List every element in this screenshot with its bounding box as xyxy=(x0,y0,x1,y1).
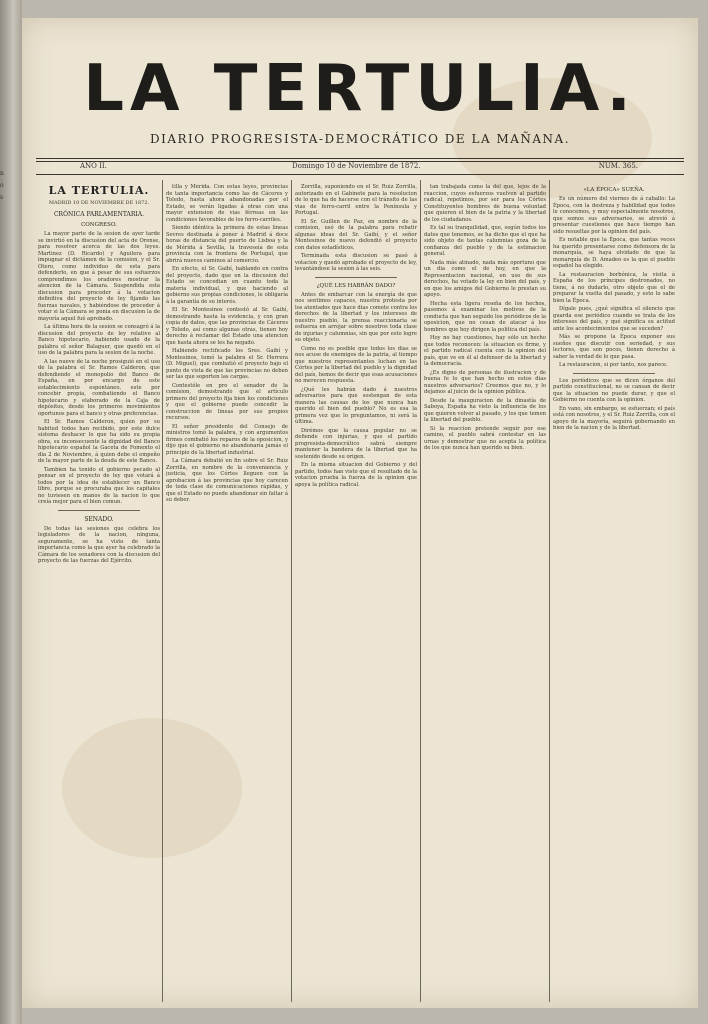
masthead-subtitle: DIARIO PROGRESISTA-DEMOCRÁTICO DE LA MAÑANA. xyxy=(149,132,571,146)
article-paragraph: La restauracion, si por tanto, nos parece. xyxy=(559,362,668,368)
article-paragraph: Contestóle en pro el senador de la comision, demostrando que el artículo primero del proyecto fija bien los condiciones y que el gobierno puede concedir la construccion de lineas por sus propios recursos. xyxy=(166,382,288,421)
article-paragraph: Es notable que la Época, que tantas veces ha querido presentarse como defensora de la monarquía, se haya olvidado de que la monarquía de D. Amadeo es la que el pueblo español ha elegido. xyxy=(553,237,675,269)
issue-year: AÑO II. xyxy=(80,162,107,170)
article-paragraph: Desde la inauguracion de la dinastía de Saboya, España ha visto la influencia de los que quieren volver al pasado, y los que temen la libertad del pueblo. xyxy=(424,397,546,423)
article-paragraph: Zorrilla, suponiendo en el Sr. Ruiz Zorrilla, autorizado en el Gabinete para la resolucion de lo que ha de hacerse con el tránsito de las vias de ferro-carril entre la Península y Portugal. xyxy=(295,184,417,216)
article-paragraph: En vano, sin embargo, se esfuerzan; el país está con nosotros, y el Sr. Ruiz Zorrilla, con el apoyo de la mayoría, seguirá gobernando en bien de la nacion y de la libertad. xyxy=(553,405,675,431)
article-paragraph: Tambien ha tenido el gobierno pecado al pensar en el proyecto de ley que votará á todos por la idea de establecer un Banco libre, porque se procuraba que los capitales no tuviesen en manos de la nacion lo que creía mejor para el bien comun. xyxy=(38,466,160,505)
article-paragraph: Es tal su tranquilidad, que, según todos los datos que tenemos, se ha dicho que el que ha sido objeto de tantas calumnias goza de la confianza del pueblo y de la estimacion general. xyxy=(424,225,546,257)
article-paragraph: Hoy no hay cuestiones, hay sólo un hecho que todos reconocen: la situacion es firme, y el partido radical cuenta con la opinion del país, que ve en él al defensor de la libertad y la democracia. xyxy=(424,335,546,367)
column-5 xyxy=(553,184,675,1002)
article-paragraph: Si la reaccion pretende seguir por ese camino, el pueblo sabrá contestar en las urnas y demostrar que no acepta la política de los que nunca han querido su bien. xyxy=(424,425,546,451)
article-paragraph: Los periódicos que se dicen órganos del partido constitucional, no se cansan de decir que la situacion no puede durar, y que el Gobierno no cuenta con la opinion. xyxy=(553,377,675,403)
section-heading: CRÓNICA PARLAMENTARIA. xyxy=(53,211,145,218)
column-2 xyxy=(166,184,288,1002)
article-paragraph: Terminada esta discusion se pasó á votacion y quedó aprobado el proyecto de ley, levantándose la sesion á las seis. xyxy=(295,253,417,272)
issue-date: Domingo 10 de Noviembre de 1872. xyxy=(292,162,421,170)
article-paragraph: tan trabajada como la del que, lejos de la reaccion, cuyos esfuerzos vuelven al partido radical, repetimos, por ser para los Córtes Constituyentes hombres de buena voluntad que quieren el bien de la patria y la libertad de los ciudadanos. xyxy=(424,184,546,223)
article-paragraph: La mayor parte de la sesion de ayer tarde se invirtió en la discusion del acta de Orense, para resolver acerca de las dos leyes. Martinez (D. Ricardo) y Aguilera para impugnar el dictámen de la comision, y el Sr. Otero, como individuo de esta para defenderlo, en que á pesar de sus esfuerzos comprendimos los oradores mostrar la atencion de la Cámara. Suspendida esta discusion para proceder á la votacion definitiva del proyecto de ley fijando las fuerzas navales, y habiéndose de proceder á votar si la Cámara se ponia en discusion la de mayoría aquel fué aprobado. xyxy=(38,231,160,322)
column-separator xyxy=(420,180,421,1002)
section-divider xyxy=(315,277,397,278)
article-paragraph: El Sr. Guillen de Paz, en nombre de la comision, usó de la palabra para rebatir algunas ideas del Sr. Gaibí, y el señor Montesinos de nuevo defendió el proyecto con datos estadísticos. xyxy=(295,218,417,251)
article-paragraph: El señor presidente del Consejo de ministros tomó la palabra, y con argumentos firmes combatió los reparos de la oposicion, y dijo que el gobierno no abandonaría jamás el principio de la libertad industrial. xyxy=(166,423,288,456)
article-paragraph: Como no es posible que todos los dias se nos acuse de enemigos de la patria, al tiempo que nuestros representantes luchan en las Córtes por la libertad del pueblo y la dignidad del país, hemos de decir que esas acusaciones no merecen respuesta. xyxy=(295,345,417,384)
subheading: CONGRESO. xyxy=(81,222,117,228)
article-paragraph: Dirémos que la causa popular no se defiende con injurias, y que el partido progresista-democrático sabrá siempre mantener la bandera de la libertad que ha sostenido desde su origen. xyxy=(295,427,417,460)
article-paragraph: A las nueve de la noche prosiguió en el uso de la palabra el Sr. Ramos Calderon, que defendiendo el monopolio del Banco de España, en por encargo de este establecimiento espontáneo, este por concebir propia, combatiendo el Banco hipotecario y elaborado de la Caja de depósitos, desde los primeros movimientos oportunos para el banco y otras preferencias. xyxy=(38,358,160,417)
column-separator xyxy=(291,180,292,1002)
article-paragraph: El Sr. Montesinos contestó al Sr. Gaibí, demostrando hasta la evidencia, y con gran copia de datos, que las provincias de Cáceres y Toledo, así como algunas otras, tienen hoy derecho á reclamar del Estado una atencion que hasta ahora se les ha negado. xyxy=(166,307,288,346)
column-3 xyxy=(295,184,417,1002)
article-paragraph: Hecha esta ligera reseña de los hechos, pasemos á examinar los motivos de la conducta que han seguido los periódicos de la oposicion, que no cesan de atacar á los hombres que hoy dirigen la política del país. xyxy=(424,300,546,333)
article-paragraph: Antes de embarcar con la energía de que nos sentimos capaces, nuestra protesta por los atentados que hace dias comete contra los derechos de la libertad y los intereses de nuestro pueblo, la prensa reaccionaria se esfuerza en arrojar sobre nosotros toda clase de injurias y calumnias, sin que por esto logre su objeto. xyxy=(295,291,417,343)
article-paragraph: Nada más atinado, nada más oportuno que un dia como el de hoy, en que la Representacion nacional, en uso de sus derechos, ha votado la ley en bien del país, y en que los amigos del Gobierno le prestan su apoyo. xyxy=(424,259,546,298)
column-1 xyxy=(38,184,160,1002)
header-rule xyxy=(36,158,684,159)
subheading: «LA ÉPOCA» SUEÑA. xyxy=(583,187,645,193)
column-title: LA TERTULIA. xyxy=(48,184,150,197)
article-paragraph: Habiendo rectificado los Sres. Gaibí y Montesinos, tomó la palabra el Sr. Herrera (D. Miguel), que combatió el proyecto bajo el punto de vista de que las provincias no deben ser las que soporten las cargas. xyxy=(166,348,288,380)
article-paragraph: El Sr. Ramos Calderon, quien por su habitud todos han recibido, por este dulce sistema deshacer lo que ha sido su propia obra, su inconsecuente la dignidad del Banco hipotecario español la Gaceta de Fomento el dia 2 de Noviembre, á quien debe el empeño de la mayor parte de la deuda de este Banco. xyxy=(38,419,160,464)
article-paragraph: Más se propone la Época exponer sus sueños que discutir con seriedad, y sus lectores, que son pocos, tienen derecho á saber la verdad de lo que pasa. xyxy=(553,334,675,360)
section-divider xyxy=(573,373,655,374)
article-paragraph: Es un número del viernes de á caballo: La Época, con la destreza y habilidad que todos le conocemos, y muy especialmente nosotros, que somos sus adversarios, se atrevió á presentar cuestiones que hace tiempo han sido resueltas por la opinion del país. xyxy=(553,196,675,235)
adjacent-page-edge: n o s xyxy=(0,0,22,1024)
article-paragraph: De todas las sesiones que celebra los legisladores de la nacion, ninguna, seguramente, se ha visto de tanta importancia como la que ayer ha celebrado la Cámara de los senadores con la discusion del proyecto de las fuerzas del Ejército. xyxy=(38,525,160,564)
article-paragraph: En la misma situacion del Gobierno y del partido, todos han visto que el resultado de la votacion prueba la fuerza de la opinion que apoya la política radical. xyxy=(295,462,417,488)
article-paragraph: La última hora de la sesion se consagró á la discusion del proyecto de ley relativo al Banco hipotecario, habiendo usado de la palabra el señor Balaguer, que quedó en el uso de la palabra para la sesion de la noche. xyxy=(38,324,160,356)
subheading: ¿QUÉ LES HABRÁN DADO? xyxy=(316,282,396,289)
column-4 xyxy=(424,184,546,1002)
article-paragraph: ¿Es digno de personas de ilustracion y de buena fe lo que han hecho en estos dias nuestros adversarios? Creemos que no, y lo dejamos al juicio de la opinion pública. xyxy=(424,369,546,395)
header-rule xyxy=(36,174,684,175)
issue-number: NÚM. 365. xyxy=(598,162,638,170)
article-paragraph: tilla y Mérida. Con estas leyes, provincias de tanta importancia como las de Cáceres y Toledo, hasta ahora abandonadas por el Estado, se verán ligadas á otras con una mayor extension de vias férreas en las condiciones favorables de los ferro-carriles. xyxy=(166,184,288,223)
column-dateline: MADRID 10 DE NOVIEMBRE DE 1872. xyxy=(48,200,150,206)
article-paragraph: En efecto, el Sr. Gaibí, hablando en contra del proyecto, dado que en la discusion del Estado se concedian en cuanto toda la materia individual, y que haciendo al gobierno sus propias condiciones, le obligaría á la garantía de su interés. xyxy=(166,266,288,305)
masthead-title: LA TERTULIA. xyxy=(83,52,637,126)
article-paragraph: Siendo idéntica la primera de estas lineas Sevres destinada á poner á Madrid á doce horas de distancia del puerto de Lisboa y la de Mérida á Sevilla, la traveseía de esta provincia con la frontera de Portugal, que abrirá nuevos caminos al comercio. xyxy=(166,225,288,264)
article-paragraph: Dígale pues, ¿qué significa el silencio que guarda ese periódico cuando se trata de los intereses del país, y qué significa su actitud ante los acontecimientos que se suceden? xyxy=(553,306,675,332)
column-separator xyxy=(162,180,163,1002)
column-separator xyxy=(549,180,550,1002)
newspaper-page xyxy=(22,18,698,1008)
article-paragraph: La restauracion borbónica, la visita á España de los príncipes destronados, no tiene, á no dudarlo, otro objeto que el de preparar la vuelta del pasado, y esto lo sabe bien la Época. xyxy=(553,271,675,304)
article-paragraph: La Cámara debatió en fin sobre el Sr. Ruiz Zorrilla, en nombre de la conveniencia y justicia, que los Córtes lleguen con la aprobacion á las provincias que hoy carecen de toda clase de comunicaciones rápidas, y que el Estado no puede abandonar sin faltar á su deber. xyxy=(166,458,288,503)
section-divider xyxy=(58,510,140,511)
article-paragraph: ¿Qué les habrán dado á nuestros adversarios para que sostengan de esta manera las causas de los que nunca han querido el bien del pueblo? No es esa la primera vez que lo preguntamos, ni será la última. xyxy=(295,386,417,425)
section-heading: SENADO. xyxy=(84,515,114,523)
